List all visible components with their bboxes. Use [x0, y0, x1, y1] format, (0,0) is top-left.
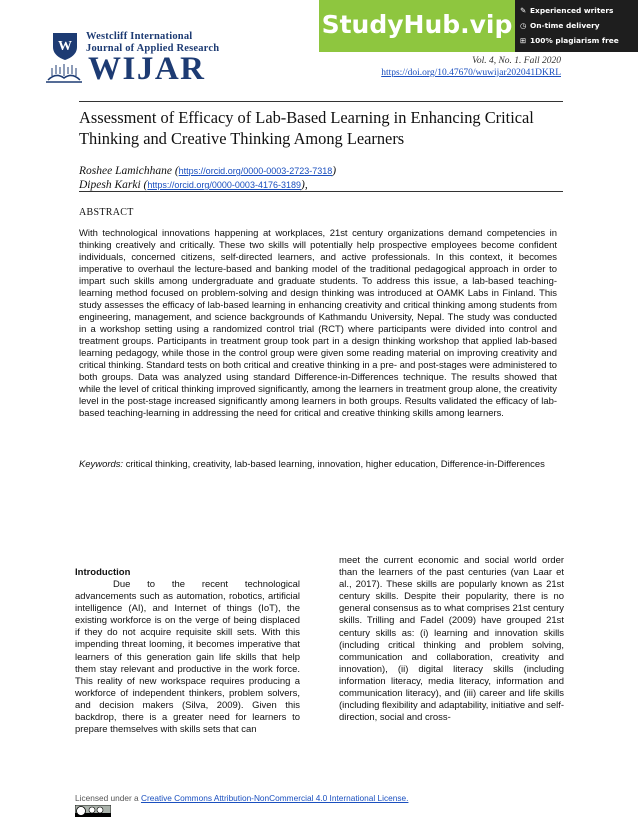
feature-on-time-delivery: ◷ On-time delivery [520, 21, 600, 30]
abstract-heading: ABSTRACT [79, 207, 134, 218]
badge-icon: ⊞ [520, 36, 527, 45]
shield-logo-icon [52, 31, 78, 61]
orcid-link-1[interactable]: https://orcid.org/0000-0003-2723-7318 [178, 166, 333, 176]
cc-license-badge-icon[interactable] [75, 805, 111, 817]
orcid-link-2[interactable]: https://orcid.org/0000-0003-4176-3189 [147, 180, 301, 190]
svg-text:W: W [58, 39, 72, 54]
section-heading-introduction: Introduction [75, 567, 131, 578]
divider [79, 101, 563, 102]
journal-acronym: WIJAR [88, 51, 206, 87]
intro-column-left: Due to the recent technological advancements such as automation, robotics, artificial intelligence (AI), and Internet of things (IoT), the existing workforce is on the verge of being displaced if they do not acquire requisite skill sets. With this impending threat looming, it becomes imperative that learners of this generation gain life skills that help them stay relevant and productive in the work force. This reality of new workspace requires producing a workforce of independent thinkers, problem solvers, and decision makers (Silva, 2009). Given this backdrop, there is a greater need for learners to prepare themselves with skills sets that can [75, 579, 300, 736]
abstract-body: With technological innovations happening at workplaces, 21st century organizations demand competencies in thinking creatively and critically. These two skills will potentially help prospective employees become confident individuals, concerned citizens, self-directed learners, and active professionals. In this context, it becomes imperative to overhaul the lecture-based and banking model of the traditional pedagogical approach in order to impart such skills among undergraduate and graduate students. To address this issue, a lab-based teaching-learning method focused on problem-solving and design thinking was introduced at OAMK Labs in Finland. This study assesses the efficacy of lab-based learning in enhancing creativity and critical thinking among students from engineering, management, and science backgrounds of Kathmandu University, Nepal. The study was conducted in a workshop setting using a randomized control trial (RCT) where participants were divided into control and treatment groups. Participants in treatment group took part in a design thinking workshop that applied lab-based learning pedagogy, while those in the control group were given some reading material on improving creativity and critical thinking. Standard tests on both critical and creative thinking in a pre- and post-stages were administered to both groups. Data was analyzed using standard Difference-in-Differences technique. The results showed that while the level of critical thinking improved significantly, among the learners in treatment group alone, the creativity level in the post-stage increased significantly among learners in both groups. Results validated the efficacy of lab-based teaching-learning in addressing the need for critical and creative thinking skills among learners. [79, 228, 557, 419]
journal-name-line2: Journal of Applied Research [86, 43, 220, 54]
feature-plagiarism-free: ⊞ 100% plagiarism free [520, 36, 619, 45]
keywords: Keywords: critical thinking, creativity, lab-based learning, innovation, higher education, Difference-in-Differences [79, 459, 545, 470]
license-link[interactable]: Creative Commons Attribution-NonCommercial 4.0 International License. [140, 793, 409, 803]
author-1: Roshee Lamichhane (https://orcid.org/0000-0003-2723-7318) [79, 165, 337, 177]
paper-title: Assessment of Efficacy of Lab-Based Learning in Enhancing Critical Thinking and Creative Thinking Among Learners [79, 108, 534, 148]
journal-name-line1: Westcliff International [86, 31, 193, 42]
pen-icon: ✎ [520, 6, 527, 15]
volume-issue: Vol. 4, No. 1. Fall 2020 [472, 56, 561, 66]
divider [79, 191, 563, 192]
ad-banner[interactable] [319, 0, 638, 52]
clock-icon: ◷ [520, 21, 527, 30]
feature-experienced-writers: ✎ Experienced writers [520, 6, 614, 15]
banner-brand[interactable]: StudyHub.vip [319, 0, 515, 52]
license-notice: Licensed under a Creative Commons Attribution-NonCommercial 4.0 International License. [75, 793, 409, 803]
author-2: Dipesh Karki (https://orcid.org/0000-0003-4176-3189), [79, 179, 308, 191]
open-book-icon [44, 62, 84, 84]
intro-column-right: meet the current economic and social world order than the learners of the past centuries (van Laar et al., 2017). These skills are popularly known as 21st century skills. Despite their popularity, there is no general consensus as to what comprises 21st century skills. Trilling and Fadel (2009) have grouped 21st century skills as: (i) learning and innovation skills (including critical thinking and problem solving, communication and collaboration, creativity and innovation), (ii) digital literacy skills (including information literacy, media literacy, information and communication literacy), and (iii) career and life skills (including flexibility and adaptability, initiative and self-direction, social and cross- [339, 555, 564, 724]
doi-link[interactable]: https://doi.org/10.47670/wuwijar202041DKRL [381, 68, 561, 78]
